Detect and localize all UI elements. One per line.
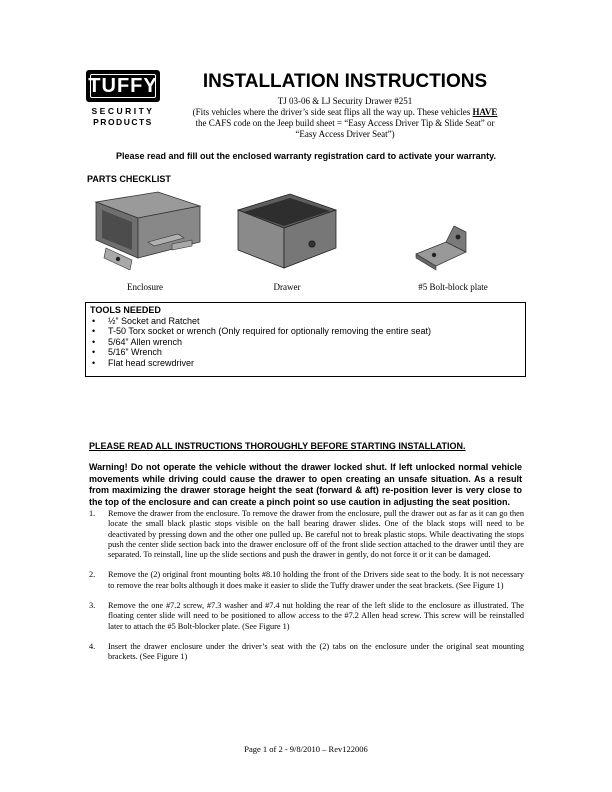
subtitle-line-4: “Easy Access Driver Seat”) [295, 129, 395, 139]
step-text: Remove the one #7.2 screw, #7.3 washer and #7.4 nut holding the rear of the left slide to the enclosure as illustrated. The floating center slide will need to be positioned to allow access to the #7.2 Allen head screw. This screw will be reinstalled later to attach the #5 Bolt-blocker plate. (See Figure 1) [108, 601, 524, 631]
logo-mark: TUFFY [86, 70, 160, 102]
step-number: 2. [89, 570, 96, 580]
step-number: 3. [89, 601, 96, 611]
bolt-block-plate-caption: #5 Bolt-block plate [418, 282, 488, 292]
instruction-step [89, 509, 524, 560]
page-footer: Page 1 of 2 - 9/8/2010 – Rev122006 [244, 744, 368, 754]
step-number: 4. [89, 641, 96, 651]
step-text: Remove the (2) original front mounting bolts #8.10 holding the front of the Drivers side seat to the body. It is not necessary to remove the rear bolts although it does make it easier to slide the Tuffy drawer under the seat brackets. (See Figure 1) [108, 570, 524, 590]
drawer-caption: Drawer [273, 282, 301, 292]
tools-needed-heading: TOOLS NEEDED [90, 305, 161, 315]
page-title: INSTALLATION INSTRUCTIONS [202, 71, 488, 92]
step-text: Remove the drawer from the enclosure. To remove the drawer from the enclosure, pull the drawer out as far as it can go then locate the small black plastic stops visible on the ball bearing drawer slides. One of the black stops will need to be deactivated by pressing down and the other one pulled up. Be careful not to break plastic stops. While deactivating the stops push the center slide section back into the drawer enclosure off of the front slide section attached to the drawer until they are separated. To reinstall, line up the slide sections and push the drawer in gently, do not force it or it can be damaged. [108, 509, 524, 560]
enclosure-caption: Enclosure [127, 282, 163, 292]
tools-needed-box [85, 302, 526, 377]
warranty-notice: Please read and fill out the enclosed warranty registration card to activate your warranty. [116, 151, 496, 161]
bolt-block-plate-illustration [410, 222, 472, 276]
parts-checklist-heading: PARTS CHECKLIST [87, 174, 171, 184]
read-all-instructions-notice: PLEASE READ ALL INSTRUCTIONS THOROUGHLY BEFORE STARTING INSTALLATION. [89, 441, 466, 451]
subtitle-line-2: (Fits vehicles where the driver’s side seat flips all the way up. These vehicles HAVE [192, 107, 498, 117]
drawer-illustration [232, 188, 340, 280]
tools-list [90, 316, 521, 369]
logo-products-text: PRODUCTS [93, 117, 153, 127]
step-text: Insert the drawer enclosure under the driver’s seat with the (2) tabs on the enclosure under the original seat mounting brackets. (See Figure 1) [108, 641, 524, 662]
subtitle-line-1: TJ 03-06 & LJ Security Drawer #251 [277, 96, 413, 106]
enclosure-illustration [88, 188, 208, 280]
instruction-steps [89, 509, 524, 673]
tool-item: • ½” Socket and Ratchet [90, 316, 521, 327]
instruction-step [89, 601, 524, 632]
instruction-step [89, 570, 524, 591]
page-subtitle [160, 96, 530, 140]
tuffy-logo [86, 70, 160, 130]
tool-item: • 5/16” Wrench [90, 347, 521, 358]
tool-item: • Flat head screwdriver [90, 358, 521, 369]
tool-item: • T-50 Torx socket or wrench (Only required for optionally removing the entire seat) [90, 326, 521, 337]
warning-paragraph: Warning! Do not operate the vehicle without the drawer locked shut. If left unlocked normal vehicle movements while driving could cause the drawer to open creating an unsafe situation. As a result from maximizing the drawer storage height the seat (forward & aft) re-position lever is very close to the top of the enclosure and can create a pinch point so use caution in adjusting the seat position. [89, 462, 522, 507]
step-number: 1. [89, 509, 96, 518]
instruction-step [89, 642, 524, 663]
have-emphasis: HAVE [472, 107, 498, 117]
logo-security-text: SECURITY [91, 106, 155, 116]
subtitle-line-3: the CAFS code on the Jeep build sheet = “Easy Access Driver Tip & Slide Seat” or [195, 118, 495, 128]
tool-item: • 5/64” Allen wrench [90, 337, 521, 348]
